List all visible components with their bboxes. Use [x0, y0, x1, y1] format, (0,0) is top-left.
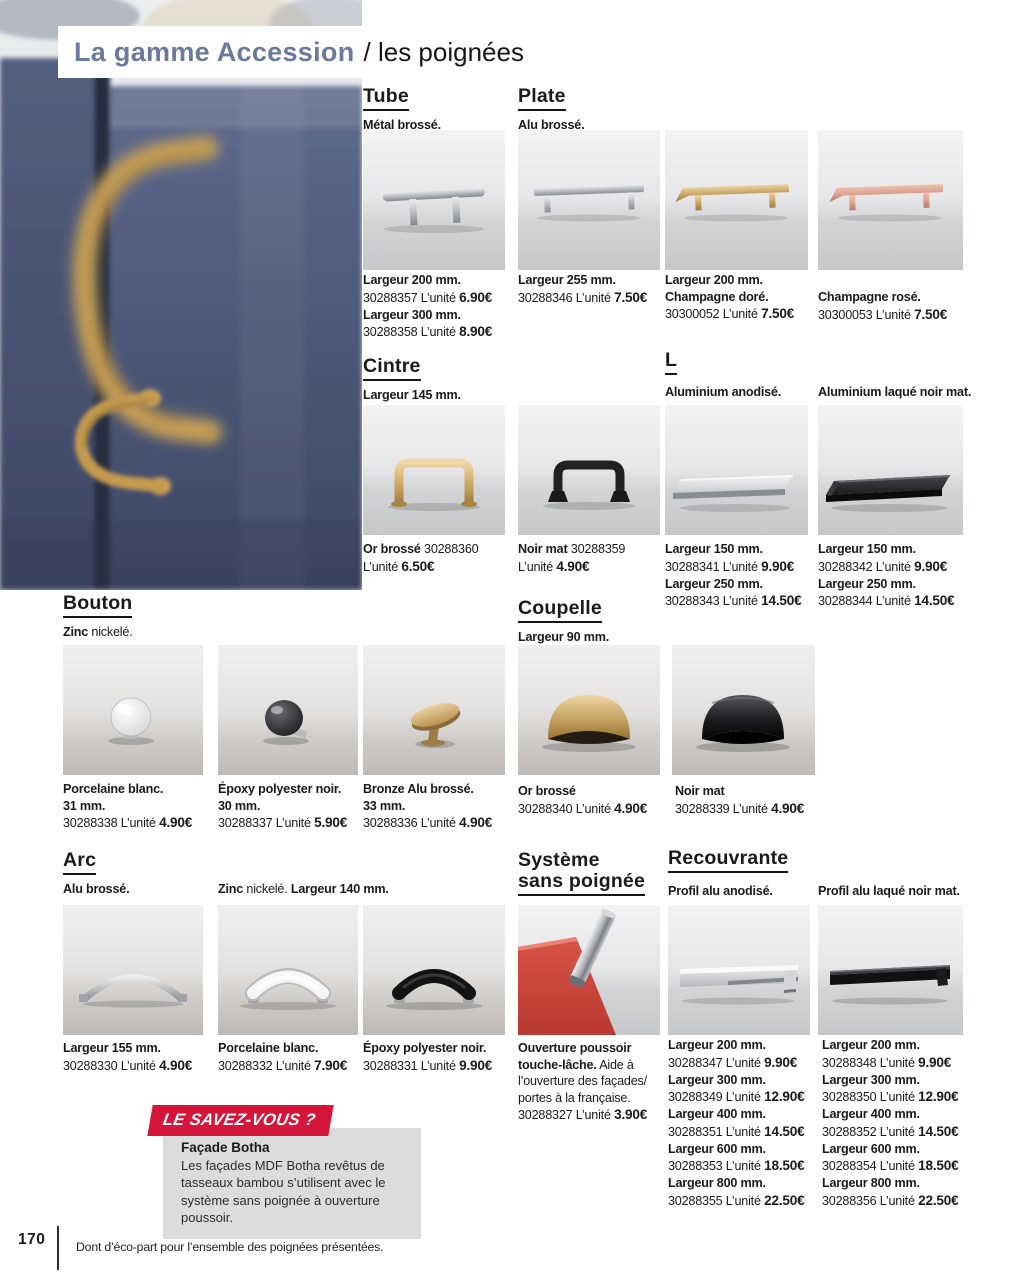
- arc-epoxy-photo: [363, 905, 505, 1035]
- l-specs-1: Largeur 150 mm. 30288341 L’unité 9.90€ Largeur 250 mm. 30288343 L’unité 14.50€: [665, 542, 802, 609]
- cintre-or-photo: [363, 405, 505, 535]
- section-bouton: Bouton Zinc nickelé.: [63, 592, 133, 640]
- footer-note: Dont d’éco-part pour l’ensemble des poignées présentées.: [76, 1240, 384, 1254]
- bouton-specs-1: Porcelaine blanc. 31 mm. 30288338 L’unité 4.90€: [63, 782, 193, 831]
- page-number: 170: [18, 1231, 46, 1248]
- savez-vous-badge: LE SAVEZ-VOUS ?: [147, 1105, 334, 1136]
- coupelle-specs-1: Or brossé 30288340 L’unité 4.90€: [518, 784, 648, 816]
- hero-cabinet-photo: [0, 0, 362, 590]
- arc-subtitle-2: Zinc nickelé. Largeur 140 mm.: [218, 882, 389, 896]
- recouvrante-subtitle-1: Profil alu anodisé.: [668, 884, 773, 898]
- bouton-specs-2: Époxy polyester noir. 30 mm. 30288337 L’unité 5.90€: [218, 782, 348, 831]
- page-title: [58, 26, 966, 78]
- cintre-specs-2: Noir mat 30288359 L’unité 4.90€: [518, 542, 626, 574]
- l-alu-photo: [665, 405, 808, 535]
- arc-porcelaine-photo: [218, 905, 358, 1035]
- coupelle-noir-photo: [672, 645, 815, 775]
- l-subtitle-1: Aluminium anodisé.: [665, 385, 782, 399]
- plate-champagne-rose-photo: [818, 130, 963, 270]
- savez-vous-text: Les façades MDF Botha revêtus de tasseaux bambou s’utilisent avec le système sans poignée à ouverture poussoir.: [181, 1158, 386, 1226]
- section-systeme: Système sans poignée: [518, 850, 645, 896]
- section-plate: Plate Alu brossé.: [518, 85, 585, 133]
- section-coupelle: Coupelle Largeur 90 mm.: [518, 597, 609, 645]
- section-l: L: [665, 350, 677, 375]
- cintre-noir-photo: [518, 405, 660, 535]
- arc-specs-2: Porcelaine blanc. 30288332 L’unité 7.90€: [218, 1041, 348, 1073]
- section-recouvrante: Recouvrante: [668, 848, 788, 873]
- recouvrante-subtitle-2: Profil alu laqué noir mat.: [818, 884, 960, 898]
- l-noir-photo: [818, 405, 963, 535]
- tube-specs: Largeur 200 mm. 30288357 L’unité 6.90€ Largeur 300 mm. 30288358 L’unité 8.90€: [363, 273, 493, 340]
- recouvrante-alu-photo: [668, 905, 810, 1035]
- page-title-highlight: La gamme Accession: [74, 36, 355, 67]
- arc-alu-photo: [63, 905, 203, 1035]
- recouvrante-specs-2: Largeur 200 mm. 30288348 L’unité 9.90€ Largeur 300 mm. 30288350 L’unité 12.90€ Largeur 400 mm. 30288352 L’unité 14.50€ Largeur 600 mm. 30288354 L’unité 18.50€ Largeur 800 mm. 30288356 L’unité 22.50€: [822, 1038, 959, 1208]
- savez-vous-title: Façade Botha: [181, 1140, 270, 1155]
- savez-vous-box: [163, 1128, 421, 1239]
- plate-champagne-dore-photo: [665, 130, 808, 270]
- bouton-porcelaine-photo: [63, 645, 203, 775]
- footer-divider: [57, 1226, 59, 1270]
- systeme-poussoir-photo: [518, 905, 660, 1035]
- tube-handle-photo: [363, 130, 505, 270]
- plate-silver-photo: [518, 130, 660, 270]
- arc-specs-3: Époxy polyester noir. 30288331 L’unité 9.90€: [363, 1041, 493, 1073]
- l-specs-2: Largeur 150 mm. 30288342 L’unité 9.90€ Largeur 250 mm. 30288344 L’unité 14.50€: [818, 542, 955, 609]
- coupelle-specs-2: Noir mat 30288339 L’unité 4.90€: [675, 784, 805, 816]
- recouvrante-noir-photo: [818, 905, 963, 1035]
- section-cintre: Cintre Largeur 145 mm.: [363, 355, 461, 403]
- page-title-rest: / les poignées: [363, 36, 524, 67]
- plate-specs-3: Champagne rosé. 30300053 L’unité 7.50€: [818, 290, 948, 322]
- bouton-bronze-photo: [363, 645, 505, 775]
- section-arc: Arc: [63, 850, 96, 875]
- systeme-specs: Ouverture poussoir touche-lâche. Aide à l’ouverture des façades/ portes à la française. 30288327 L’unité 3.90€: [518, 1041, 648, 1123]
- recouvrante-specs-1: Largeur 200 mm. 30288347 L’unité 9.90€ Largeur 300 mm. 30288349 L’unité 12.90€ Largeur 400 mm. 30288351 L’unité 14.50€ Largeur 600 mm. 30288353 L’unité 18.50€ Largeur 800 mm. 30288355 L’unité 22.50€: [668, 1038, 805, 1208]
- cintre-specs-1: Or brossé 30288360 L’unité 6.50€: [363, 542, 479, 574]
- plate-specs-2: Largeur 200 mm. Champagne doré. 30300052 L’unité 7.50€: [665, 273, 795, 322]
- plate-specs-1: Largeur 255 mm. 30288346 L’unité 7.50€: [518, 273, 648, 305]
- bouton-specs-3: Bronze Alu brossé. 33 mm. 30288336 L’unité 4.90€: [363, 782, 493, 831]
- arc-specs-1: Largeur 155 mm. 30288330 L’unité 4.90€: [63, 1041, 193, 1073]
- bouton-epoxy-photo: [218, 645, 358, 775]
- arc-subtitle-1: Alu brossé.: [63, 882, 130, 896]
- l-subtitle-2: Aluminium laqué noir mat.: [818, 385, 972, 399]
- coupelle-or-photo: [518, 645, 660, 775]
- section-tube: Tube Métal brossé.: [363, 85, 441, 133]
